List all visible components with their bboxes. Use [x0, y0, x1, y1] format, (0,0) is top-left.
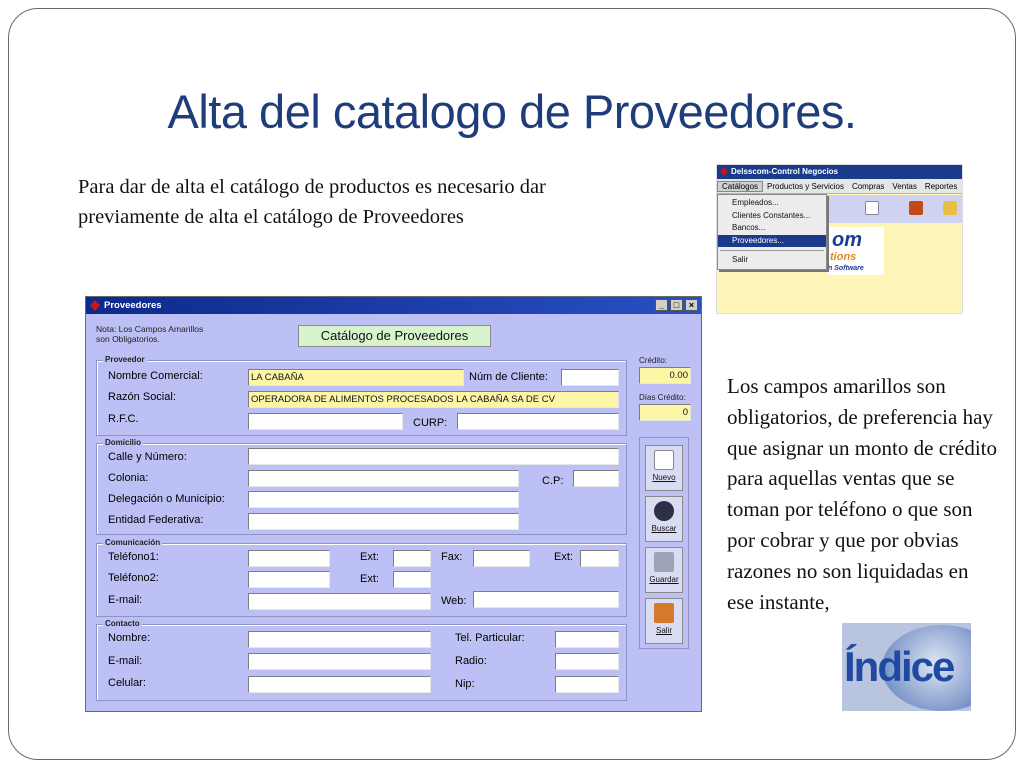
comunicacion-group-label: Comunicación	[105, 538, 161, 547]
contacto-email-label: E-mail:	[108, 655, 143, 667]
catalog-label: Catálogo de Proveedores	[298, 325, 491, 347]
curp-label: CURP:	[413, 417, 448, 429]
colonia-label: Colonia:	[108, 472, 149, 484]
contacto-group-label: Contacto	[105, 619, 140, 628]
fax-ext-label: Ext:	[554, 551, 573, 563]
nuevo-label: Nuevo	[652, 473, 676, 482]
salir-button[interactable]	[645, 598, 683, 644]
dropdown-salir[interactable]: Salir	[732, 255, 749, 264]
celular-label: Celular:	[108, 677, 146, 689]
action-buttons-panel	[639, 437, 689, 649]
fax-field[interactable]	[473, 550, 530, 567]
minimize-button[interactable]: _	[655, 299, 668, 311]
document-icon[interactable]	[865, 201, 879, 215]
dropdown-separator	[720, 250, 824, 251]
nip-label: Nip:	[455, 678, 475, 690]
close-button[interactable]: ×	[685, 299, 698, 311]
nip-field[interactable]	[555, 676, 619, 693]
num-cliente-label: Núm de Cliente:	[469, 371, 548, 383]
ext2-field[interactable]	[393, 571, 431, 588]
nombre-comercial-field[interactable]: LA CABAÑA	[248, 369, 464, 386]
guardar-button[interactable]	[645, 547, 683, 593]
contacto-nombre-field[interactable]	[248, 631, 431, 648]
tel-particular-label: Tel. Particular:	[455, 632, 525, 644]
credito-field[interactable]: 0.00	[639, 367, 691, 384]
dias-credito-field[interactable]: 0	[639, 404, 691, 421]
window-controls	[655, 299, 698, 311]
save-icon	[654, 552, 674, 572]
menu-catalogos[interactable]: Catálogos	[717, 181, 763, 192]
menu-productos[interactable]: Productos y Servicios	[767, 182, 844, 191]
indice-button[interactable]	[842, 623, 971, 711]
entidad-label: Entidad Federativa:	[108, 514, 204, 526]
guardar-label: Guardar	[649, 575, 679, 584]
radio-field[interactable]	[555, 653, 619, 670]
entidad-field[interactable]	[248, 513, 519, 530]
domicilio-group-label: Domicilio	[105, 438, 142, 447]
window-titlebar	[86, 297, 701, 314]
menu-app-title: Delsscom-Control Negocios	[731, 167, 839, 176]
required-fields-note: Nota: Los Campos Amarillos son Obligatorios.	[96, 324, 204, 344]
app-logo-icon	[720, 167, 728, 176]
ext2-label: Ext:	[360, 573, 379, 585]
app-logo-icon	[90, 300, 100, 311]
catalogos-dropdown	[717, 194, 827, 270]
buscar-label: Buscar	[651, 524, 677, 533]
curp-field[interactable]	[457, 413, 619, 430]
celular-field[interactable]	[248, 676, 431, 693]
dropdown-bancos[interactable]: Bancos...	[732, 223, 766, 232]
colonia-field[interactable]	[248, 470, 519, 487]
menu-compras[interactable]: Compras	[851, 182, 885, 191]
tel-particular-field[interactable]	[555, 631, 619, 648]
window-title: Proveedores	[104, 300, 162, 311]
razon-social-label: Razón Social:	[108, 391, 176, 403]
brand-line3: n Software	[828, 265, 864, 272]
folder-icon[interactable]	[943, 201, 957, 215]
salir-label: Salir	[655, 626, 672, 635]
menu-ventas[interactable]: Ventas	[892, 182, 917, 191]
nombre-comercial-label: Nombre Comercial:	[108, 370, 203, 382]
telefono2-label: Teléfono2:	[108, 572, 159, 584]
web-label: Web:	[441, 595, 467, 607]
web-field[interactable]	[473, 591, 619, 608]
slide-title: Alta del catalogo de Proveedores.	[167, 85, 857, 138]
binoculars-icon	[654, 501, 674, 521]
proveedores-window	[85, 296, 702, 712]
cp-field[interactable]	[573, 470, 619, 487]
buscar-button[interactable]	[645, 496, 683, 542]
email-field[interactable]	[248, 593, 431, 610]
dropdown-clientes[interactable]: Clientes Constantes...	[732, 210, 811, 220]
calle-label: Calle y Número:	[108, 451, 187, 463]
exit-door-icon	[654, 603, 674, 623]
dias-credito-label: Días Crédito:	[639, 393, 686, 402]
fax-ext-field[interactable]	[580, 550, 619, 567]
maximize-button[interactable]: □	[670, 299, 683, 311]
menu-reportes[interactable]: Reportes	[924, 182, 958, 191]
razon-social-field[interactable]: OPERADORA DE ALIMENTOS PROCESADOS LA CABAÑA SA DE CV	[248, 391, 619, 408]
brand-logo	[828, 227, 884, 275]
calle-field[interactable]	[248, 448, 619, 465]
radio-label: Radio:	[455, 655, 487, 667]
dropdown-empleados[interactable]: Empleados...	[732, 198, 779, 207]
ext1-field[interactable]	[393, 550, 431, 567]
side-explanation-text: Los campos amarillos son obligatorios, de preferencia hay que asignar un monto de crédito para aquellas ventas que se toman por teléfono o que son por cobrar y que por obvias razones no son liquidadas en ese instante,	[727, 374, 998, 614]
telefono1-field[interactable]	[248, 550, 330, 567]
rfc-field[interactable]	[248, 413, 403, 430]
telefono2-field[interactable]	[248, 571, 330, 588]
intro-text: Para dar de alta el catálogo de productos es necesario dar previamente de alta el catálogo de Proveedores	[78, 176, 546, 228]
nuevo-button[interactable]	[645, 445, 683, 491]
brand-line2: tions	[830, 251, 857, 263]
contacto-nombre-label: Nombre:	[108, 632, 151, 644]
indice-label: Índice	[844, 643, 954, 690]
menu-screenshot	[716, 164, 963, 314]
new-document-icon	[654, 450, 674, 470]
cp-label: C.P:	[542, 475, 564, 487]
menu-app-titlebar	[717, 165, 962, 179]
dropdown-proveedores[interactable]: Proveedores...	[718, 235, 826, 248]
fax-label: Fax:	[441, 551, 463, 563]
delegacion-label: Delegación o Municipio:	[108, 493, 225, 505]
email-label: E-mail:	[108, 594, 143, 606]
delegacion-field[interactable]	[248, 491, 519, 508]
menu-bar	[717, 179, 962, 194]
rfc-label: R.F.C.	[108, 413, 139, 425]
credito-label: Crédito:	[639, 356, 668, 365]
telefono1-label: Teléfono1:	[108, 551, 159, 563]
tools-icon[interactable]	[909, 201, 923, 215]
proveedor-group-label: Proveedor	[105, 355, 145, 364]
contacto-email-field[interactable]	[248, 653, 431, 670]
brand-line1: om	[832, 229, 862, 251]
num-cliente-field[interactable]	[561, 369, 619, 386]
ext1-label: Ext:	[360, 551, 379, 563]
